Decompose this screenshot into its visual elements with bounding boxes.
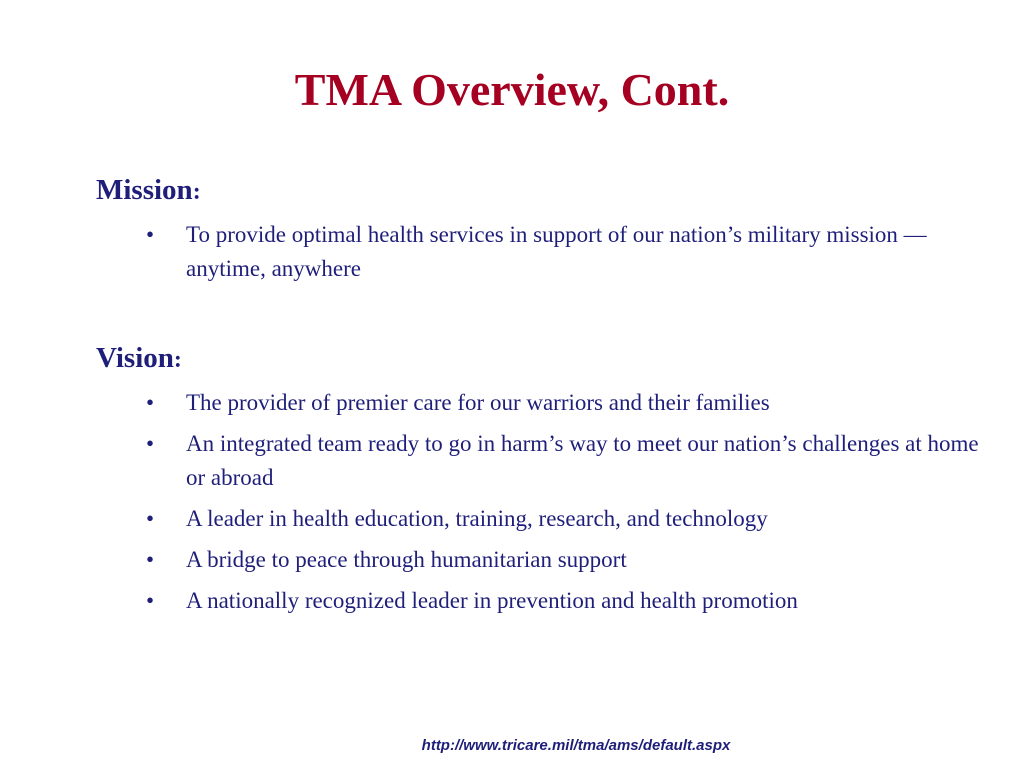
vision-item-text: A bridge to peace through humanitarian support <box>186 547 627 572</box>
vision-item-text: An integrated team ready to go in harm’s way to meet our nation’s challenges at home or abroad <box>186 431 979 490</box>
vision-item <box>146 386 996 420</box>
bullet-icon: • <box>146 588 155 613</box>
vision-item-text: A nationally recognized leader in prevention and health promotion <box>186 588 798 613</box>
footer-url-link[interactable] <box>0 737 1024 754</box>
vision-item <box>146 502 996 536</box>
vision-list <box>146 386 996 625</box>
vision-heading <box>96 341 182 377</box>
mission-heading-colon: : <box>192 179 201 205</box>
bullet-icon: • <box>146 390 155 415</box>
vision-item <box>146 427 996 495</box>
bullet-icon: • <box>146 547 155 572</box>
vision-heading-colon: : <box>173 347 182 373</box>
bullet-icon: • <box>146 431 155 456</box>
bullet-icon: • <box>146 222 155 247</box>
footer-url-text: http://www.tricare.mil/tma/ams/default.aspx <box>421 737 731 754</box>
vision-item <box>146 543 996 577</box>
vision-item-text: The provider of premier care for our warriors and their families <box>186 390 770 415</box>
mission-heading-label: Mission <box>96 174 193 206</box>
mission-list <box>146 218 996 293</box>
vision-item-text: A leader in health education, training, research, and technology <box>186 506 768 531</box>
vision-item <box>146 584 996 618</box>
mission-item <box>146 218 996 286</box>
mission-item-text: To provide optimal health services in support of our nation’s military mission — anytime, anywhere <box>186 222 927 281</box>
slide-title: TMA Overview, Cont. <box>294 64 730 115</box>
bullet-icon: • <box>146 506 155 531</box>
mission-heading <box>96 173 201 209</box>
vision-heading-label: Vision <box>96 342 174 374</box>
